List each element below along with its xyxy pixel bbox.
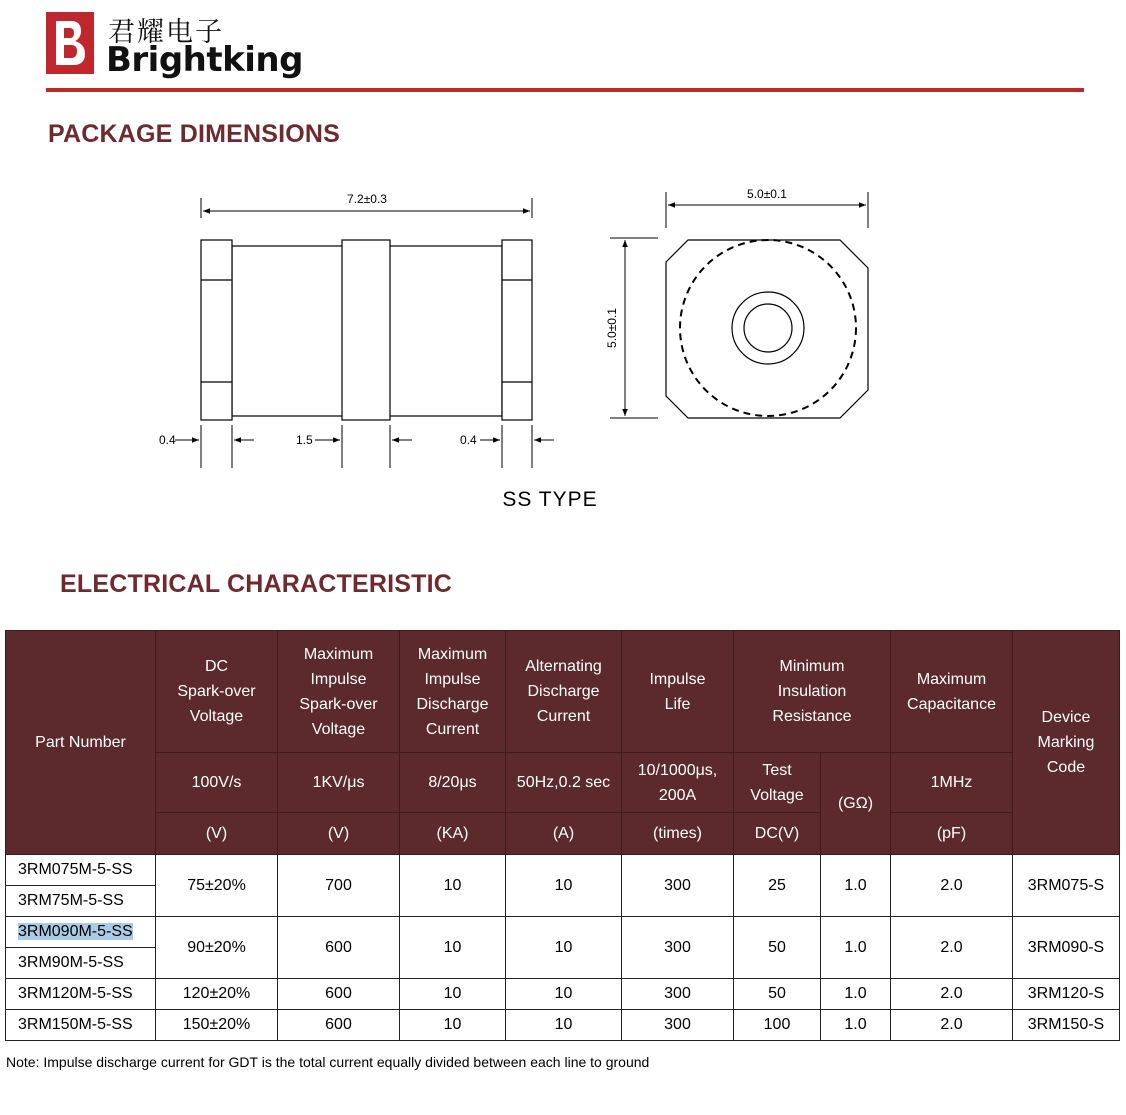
header-device-marking: Device Marking Code <box>1013 631 1120 855</box>
insulation-cell: 1.0 <box>821 979 891 1010</box>
capacitance-cell: 2.0 <box>891 917 1013 979</box>
part-number-cell: 3RM75M-5-SS <box>6 886 156 917</box>
marking-cell: 3RM090-S <box>1013 917 1120 979</box>
package-dimension-drawing <box>150 180 910 480</box>
capacitance-cell: 2.0 <box>891 979 1013 1010</box>
drawing-caption: SS TYPE <box>502 488 598 511</box>
brand-name-cn: 君耀电子 <box>108 17 224 48</box>
discharge-cell: 10 <box>400 1010 506 1041</box>
insulation-cell: 1.0 <box>821 1010 891 1041</box>
cond-impulse: 1KV/μs <box>278 753 400 813</box>
header-dc-sparkover: DC Spark-over Voltage <box>156 631 278 753</box>
dc-cell: 75±20% <box>156 855 278 917</box>
end-view-height-label: 5.0±0.1 <box>605 308 619 348</box>
side-view <box>201 240 532 420</box>
dc-cell: 150±20% <box>156 1010 278 1041</box>
unit-dcv: DC(V) <box>734 813 821 855</box>
capacitance-cell: 2.0 <box>891 855 1013 917</box>
table-row <box>6 855 1120 886</box>
ac-cell: 10 <box>506 1010 622 1041</box>
insulation-cell: 1.0 <box>821 917 891 979</box>
package-dimensions-heading: PACKAGE DIMENSIONS <box>48 120 341 148</box>
end-view <box>666 240 868 418</box>
cond-life: 10/1000μs, 200A <box>622 753 734 813</box>
unit-gohm: (GΩ) <box>821 753 891 855</box>
unit-ka: (KA) <box>400 813 506 855</box>
header-impulse-life: Impulse Life <box>622 631 734 753</box>
cond-discharge: 8/20μs <box>400 753 506 813</box>
marking-cell: 3RM120-S <box>1013 979 1120 1010</box>
life-cell: 300 <box>622 979 734 1010</box>
unit-v: (V) <box>156 813 278 855</box>
header-part-number: Part Number <box>6 631 156 855</box>
electrical-characteristic-table <box>5 630 1120 1041</box>
marking-cell: 3RM075-S <box>1013 855 1120 917</box>
impulse-cell: 700 <box>278 855 400 917</box>
ac-cell: 10 <box>506 917 622 979</box>
part-number-cell: 3RM075M-5-SS <box>6 855 156 886</box>
unit-a: (A) <box>506 813 622 855</box>
brand-name-en: Brightking <box>106 40 303 80</box>
cond-dc: 100V/s <box>156 753 278 813</box>
part-number-cell: 3RM120M-5-SS <box>6 979 156 1010</box>
unit-v2: (V) <box>278 813 400 855</box>
impulse-cell: 600 <box>278 1010 400 1041</box>
header-rule <box>46 88 1084 92</box>
life-cell: 300 <box>622 1010 734 1041</box>
header-max-impulse-discharge: Maximum Impulse Discharge Current <box>400 631 506 753</box>
test-voltage-cell: 50 <box>734 917 821 979</box>
dc-cell: 120±20% <box>156 979 278 1010</box>
end-cap-left-label: 0.4 <box>159 433 176 447</box>
impulse-cell: 600 <box>278 979 400 1010</box>
test-voltage-cell: 50 <box>734 979 821 1010</box>
end-cap-right-label: 0.4 <box>460 433 477 447</box>
impulse-cell: 600 <box>278 917 400 979</box>
header-min-insulation: Minimum Insulation Resistance <box>734 631 891 753</box>
unit-times: (times) <box>622 813 734 855</box>
center-band-label: 1.5 <box>296 433 313 447</box>
table-row <box>6 979 1120 1010</box>
ac-cell: 10 <box>506 855 622 917</box>
header-max-capacitance: Maximum Capacitance <box>891 631 1013 753</box>
selected-text[interactable]: 3RM090M-5-SS <box>18 923 133 940</box>
brightking-logo-icon <box>46 12 94 74</box>
discharge-cell: 10 <box>400 979 506 1010</box>
cond-cap: 1MHz <box>891 753 1013 813</box>
cond-ac: 50Hz,0.2 sec <box>506 753 622 813</box>
part-number-cell: 3RM150M-5-SS <box>6 1010 156 1041</box>
part-number-cell: 3RM90M-5-SS <box>6 948 156 979</box>
header-max-impulse-sparkover: Maximum Impulse Spark-over Voltage <box>278 631 400 753</box>
test-voltage-cell: 100 <box>734 1010 821 1041</box>
end-view-width-label: 5.0±0.1 <box>747 187 787 201</box>
marking-cell: 3RM150-S <box>1013 1010 1120 1041</box>
unit-pf: (pF) <box>891 813 1013 855</box>
discharge-cell: 10 <box>400 917 506 979</box>
ac-cell: 10 <box>506 979 622 1010</box>
header-alternating-discharge: Alternating Discharge Current <box>506 631 622 753</box>
dc-cell: 90±20% <box>156 917 278 979</box>
overall-length-label: 7.2±0.3 <box>347 192 387 206</box>
discharge-cell: 10 <box>400 855 506 917</box>
capacitance-cell: 2.0 <box>891 1010 1013 1041</box>
table-row <box>6 917 1120 948</box>
test-voltage-cell: 25 <box>734 855 821 917</box>
cond-test-voltage: Test Voltage <box>734 753 821 813</box>
life-cell: 300 <box>622 917 734 979</box>
table-row <box>6 1010 1120 1041</box>
footnote: Note: Impulse discharge current for GDT is the total current equally divided between each line to ground <box>6 1054 650 1070</box>
insulation-cell: 1.0 <box>821 855 891 917</box>
electrical-characteristic-heading: ELECTRICAL CHARACTERISTIC <box>60 570 453 598</box>
part-number-cell <box>6 917 156 948</box>
life-cell: 300 <box>622 855 734 917</box>
